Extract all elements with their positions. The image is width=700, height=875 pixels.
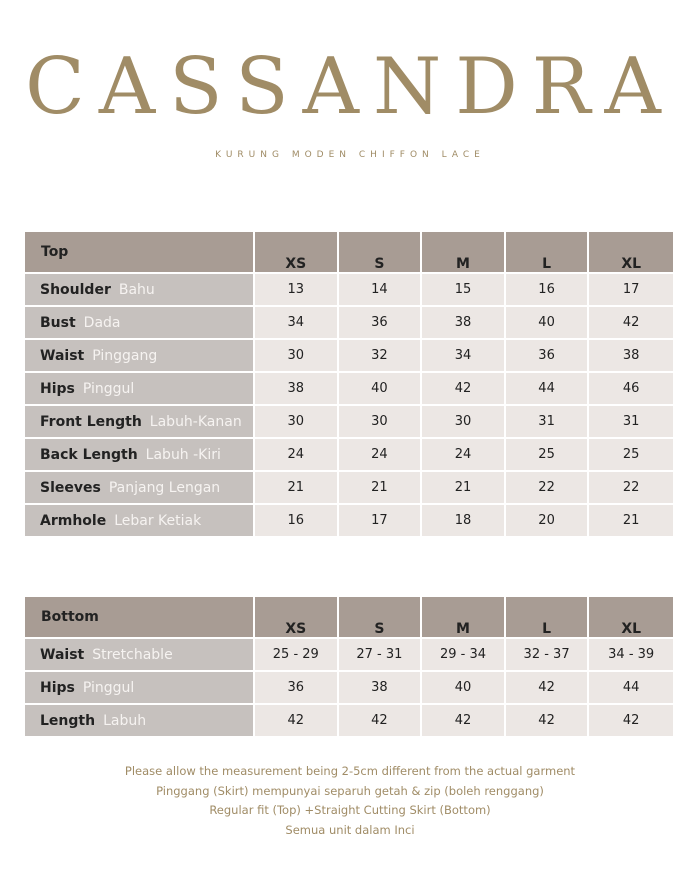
- measurement-value: 21: [339, 470, 423, 503]
- row-label: [25, 305, 255, 338]
- measurement-name: Waist: [40, 646, 85, 663]
- size-header-l: L: [506, 597, 590, 637]
- measurement-value: 14: [339, 272, 423, 305]
- table-row: [25, 703, 673, 736]
- measurement-value: 38: [339, 670, 423, 703]
- row-label: [25, 437, 255, 470]
- measurement-value: 17: [339, 503, 423, 536]
- measurement-value: 13: [255, 272, 339, 305]
- measurement-value: 38: [589, 338, 673, 371]
- measurement-value: 42: [589, 703, 673, 736]
- measurement-value: 42: [589, 305, 673, 338]
- measurement-value: 15: [422, 272, 506, 305]
- top-table-title: Top: [25, 232, 255, 272]
- product-subtitle: KURUNG MODEN CHIFFON LACE: [215, 150, 485, 160]
- bottom-header-row: [25, 597, 673, 637]
- row-label: [25, 338, 255, 371]
- size-header-l: L: [506, 232, 590, 272]
- note-line: Pinggang (Skirt) mempunyai separuh getah & zip (boleh renggang): [156, 783, 544, 798]
- brand-title: CASSANDRA: [25, 42, 675, 132]
- measurement-value: 42: [422, 371, 506, 404]
- size-header-xs: XS: [255, 232, 339, 272]
- measurement-value: 25 - 29: [255, 637, 339, 670]
- measurement-value: 42: [255, 703, 339, 736]
- measurement-value: 36: [339, 305, 423, 338]
- measurement-value: 38: [422, 305, 506, 338]
- measurement-name-malay: Bahu: [118, 281, 155, 298]
- measurement-name: Length: [40, 712, 96, 729]
- measurement-name-malay: Pinggang: [92, 347, 158, 364]
- measurement-name: Armhole: [40, 512, 107, 529]
- measurement-name-malay: Stretchable: [92, 646, 173, 663]
- measurement-name-malay: Dada: [83, 314, 121, 331]
- row-label: [25, 371, 255, 404]
- measurement-name-malay: Labuh-Kanan: [149, 413, 242, 430]
- measurement-name: Shoulder: [40, 281, 111, 298]
- table-row: [25, 305, 673, 338]
- measurement-value: 24: [422, 437, 506, 470]
- measurement-name-malay: Labuh -Kiri: [145, 446, 221, 463]
- table-row: [25, 371, 673, 404]
- row-label: [25, 637, 255, 670]
- row-label: [25, 670, 255, 703]
- measurement-value: 21: [255, 470, 339, 503]
- table-row: [25, 470, 673, 503]
- measurement-name: Bust: [40, 314, 76, 331]
- measurement-value: 42: [339, 703, 423, 736]
- measurement-value: 24: [339, 437, 423, 470]
- bottom-table-title: Bottom: [25, 597, 255, 637]
- measurement-value: 38: [255, 371, 339, 404]
- measurement-value: 36: [255, 670, 339, 703]
- table-row: [25, 670, 673, 703]
- measurement-value: 27 - 31: [339, 637, 423, 670]
- measurement-value: 42: [506, 670, 590, 703]
- size-header-xl: XL: [589, 597, 673, 637]
- measurement-value: 44: [506, 371, 590, 404]
- measurement-name: Sleeves: [40, 479, 101, 496]
- measurement-value: 21: [422, 470, 506, 503]
- size-header-m: M: [422, 597, 506, 637]
- measurement-value: 17: [589, 272, 673, 305]
- row-label: [25, 503, 255, 536]
- table-row: [25, 503, 673, 536]
- size-header-s: S: [339, 232, 423, 272]
- measurement-value: 16: [506, 272, 590, 305]
- measurement-value: 25: [589, 437, 673, 470]
- measurement-name-malay: Pinggul: [82, 380, 135, 397]
- measurement-value: 20: [506, 503, 590, 536]
- size-header-m: M: [422, 232, 506, 272]
- top-header-row: [25, 232, 673, 272]
- measurement-value: 40: [506, 305, 590, 338]
- measurement-value: 44: [589, 670, 673, 703]
- measurement-value: 25: [506, 437, 590, 470]
- measurement-value: 36: [506, 338, 590, 371]
- table-row: [25, 437, 673, 470]
- measurement-value: 32 - 37: [506, 637, 590, 670]
- measurement-value: 30: [255, 338, 339, 371]
- measurement-value: 34: [422, 338, 506, 371]
- note-line: Regular fit (Top) +Straight Cutting Skirt (Bottom): [209, 803, 491, 817]
- measurement-value: 31: [589, 404, 673, 437]
- measurement-value: 22: [506, 470, 590, 503]
- measurement-value: 22: [589, 470, 673, 503]
- bottom-size-table: [25, 597, 673, 736]
- measurement-value: 32: [339, 338, 423, 371]
- measurement-value: 29 - 34: [422, 637, 506, 670]
- measurement-name-malay: Pinggul: [82, 679, 135, 696]
- size-header-xl: XL: [589, 232, 673, 272]
- table-row: [25, 637, 673, 670]
- measurement-name-malay: Panjang Lengan: [108, 479, 221, 496]
- measurement-name: Hips: [40, 679, 75, 696]
- measurement-value: 46: [589, 371, 673, 404]
- notes-block: [0, 762, 700, 840]
- table-row: [25, 404, 673, 437]
- size-header-xs: XS: [255, 597, 339, 637]
- measurement-value: 31: [506, 404, 590, 437]
- measurement-value: 34: [255, 305, 339, 338]
- measurement-name: Hips: [40, 380, 75, 397]
- size-header-s: S: [339, 597, 423, 637]
- row-label: [25, 272, 255, 305]
- table-row: [25, 272, 673, 305]
- row-label: [25, 703, 255, 736]
- measurement-value: 42: [506, 703, 590, 736]
- note-line: Semua unit dalam Inci: [285, 822, 415, 837]
- measurement-name: Front Length: [40, 413, 142, 430]
- measurement-value: 21: [589, 503, 673, 536]
- measurement-name: Back Length: [40, 446, 138, 463]
- measurement-value: 30: [422, 404, 506, 437]
- top-size-table: [25, 232, 673, 536]
- measurement-value: 16: [255, 503, 339, 536]
- measurement-value: 34 - 39: [589, 637, 673, 670]
- measurement-value: 30: [339, 404, 423, 437]
- measurement-name-malay: Labuh: [103, 712, 147, 729]
- measurement-value: 24: [255, 437, 339, 470]
- measurement-value: 40: [339, 371, 423, 404]
- measurement-value: 40: [422, 670, 506, 703]
- measurement-value: 30: [255, 404, 339, 437]
- measurement-name-malay: Lebar Ketiak: [114, 512, 202, 529]
- measurement-value: 42: [422, 703, 506, 736]
- row-label: [25, 470, 255, 503]
- table-row: [25, 338, 673, 371]
- note-line: Please allow the measurement being 2-5cm different from the actual garment: [124, 764, 576, 778]
- measurement-value: 18: [422, 503, 506, 536]
- row-label: [25, 404, 255, 437]
- measurement-name: Waist: [40, 347, 85, 364]
